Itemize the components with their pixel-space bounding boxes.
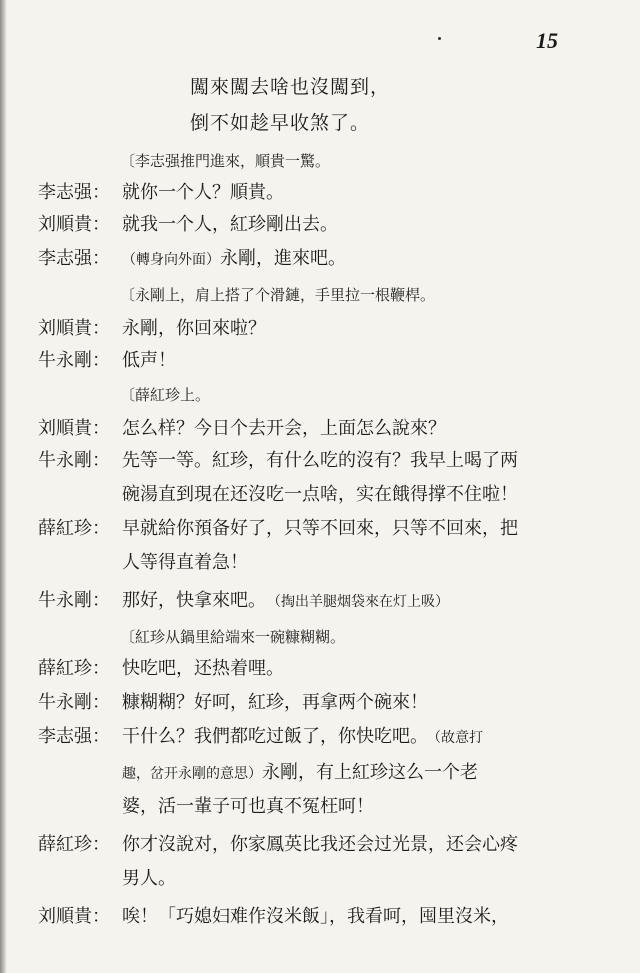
page-number: 15: [536, 28, 558, 53]
speech-text-main: 那好，快拿來吧。: [122, 590, 266, 611]
stage-direction: 〔永剛上，肩上搭了个滑鏈，手里拉一根鞭桿。: [120, 286, 436, 304]
speaker-name: 李志强：: [38, 182, 110, 203]
speaker-name: 薛紅珍：: [38, 518, 110, 539]
dialogue-line: [38, 902, 583, 934]
verse-line-1: 闖來闖去啥也沒闖到，: [190, 76, 391, 98]
dialogue-line: [38, 446, 583, 478]
dialogue-line: [38, 314, 583, 346]
stage-direction: 〔李志强推門進來，順貴一驚。: [120, 152, 331, 170]
speech-text: 先等一等。紅珍，有什么吃的沒有？我早上喝了两: [122, 450, 518, 471]
dialogue-line: [38, 586, 583, 618]
stage-aside: 趣，岔开永剛的意思）: [122, 766, 262, 782]
speech-continuation: 婆，活一輩子可也真不冤枉呵！: [122, 796, 374, 817]
speech-text: 快吃吧，还热着哩。: [122, 658, 284, 679]
speech-text-main: 永剛，進來吧。: [220, 248, 346, 269]
speaker-name: 李志强：: [38, 248, 110, 269]
speech-continuation: 男人。: [122, 868, 176, 889]
verse-line-2: 倒不如趁早收煞了。: [190, 112, 371, 134]
stage-aside: （故意打: [434, 730, 483, 746]
speaker-name: 刘順貴：: [38, 418, 110, 439]
dialogue-line: [38, 722, 583, 754]
dialogue-line: [38, 654, 583, 686]
speaker-name: 牛永剛：: [38, 350, 110, 371]
speaker-name: 牛永剛：: [38, 692, 110, 713]
speech-text: 怎么样？今日个去开会，上面怎么說來？: [122, 418, 446, 439]
speaker-name: 薛紅珍：: [38, 658, 110, 679]
speaker-name: 牛永剛：: [38, 450, 110, 471]
speaker-name: 刘順貴：: [38, 318, 110, 339]
dialogue-line: [38, 514, 583, 546]
speaker-name: 刘順貴：: [38, 906, 110, 927]
dialogue-line: [38, 688, 583, 720]
speech-text: 你才沒說对，你家鳳英比我还会过光景，还会心疼: [122, 834, 518, 855]
stage-aside: （掏出羊腿烟袋來在灯上吸）: [274, 594, 449, 610]
speaker-name: 刘順貴：: [38, 214, 110, 235]
stage-direction: 〔紅珍从鍋里給端來一碗糠糊糊。: [120, 628, 346, 646]
dialogue-line: [38, 178, 583, 210]
speech-text: 低声！: [122, 350, 176, 371]
speech-text: 早就給你預备好了，只等不回來，只等不回來，把: [122, 518, 518, 539]
dialogue-line: [38, 830, 583, 862]
stage-aside: （轉身向外面）: [122, 252, 220, 268]
speech-text: 就你一个人？順貴。: [122, 182, 284, 203]
speech-continuation: 人等得直着急！: [122, 552, 248, 573]
speech-text-main: 永剛，有上紅珍这么一个老: [262, 762, 478, 783]
dialogue-line: [38, 346, 583, 378]
dialogue-line: [38, 244, 583, 276]
speech-text: 糠糊糊？好呵，紅珍，再拿两个碗來！: [122, 692, 428, 713]
speech-continuation: [122, 758, 478, 784]
speech-text: [122, 722, 483, 748]
speaker-name: 牛永剛：: [38, 590, 110, 611]
speech-text: 永剛，你回來啦？: [122, 318, 266, 339]
speech-continuation: 碗湯直到現在还沒吃一点啥，实在餓得撑不住啦！: [122, 484, 518, 505]
speech-text: [122, 244, 346, 270]
speech-text: 就我一个人，紅珍剛出去。: [122, 214, 338, 235]
page-spine-shadow: [0, 0, 7, 973]
dialogue-line: [38, 210, 583, 242]
dialogue-line: [38, 414, 583, 446]
speaker-name: 薛紅珍：: [38, 834, 110, 855]
ink-speck: [438, 37, 441, 40]
speaker-name: 李志强：: [38, 726, 110, 747]
stage-direction: 〔薛紅珍上。: [120, 386, 211, 404]
speech-text: 唉！「巧媳妇难作沒米飯」，我看呵，囤里沒米，: [122, 906, 509, 927]
speech-text-main: 干什么？我們都吃过飯了，你快吃吧。: [122, 726, 428, 747]
speech-text: [122, 586, 449, 612]
